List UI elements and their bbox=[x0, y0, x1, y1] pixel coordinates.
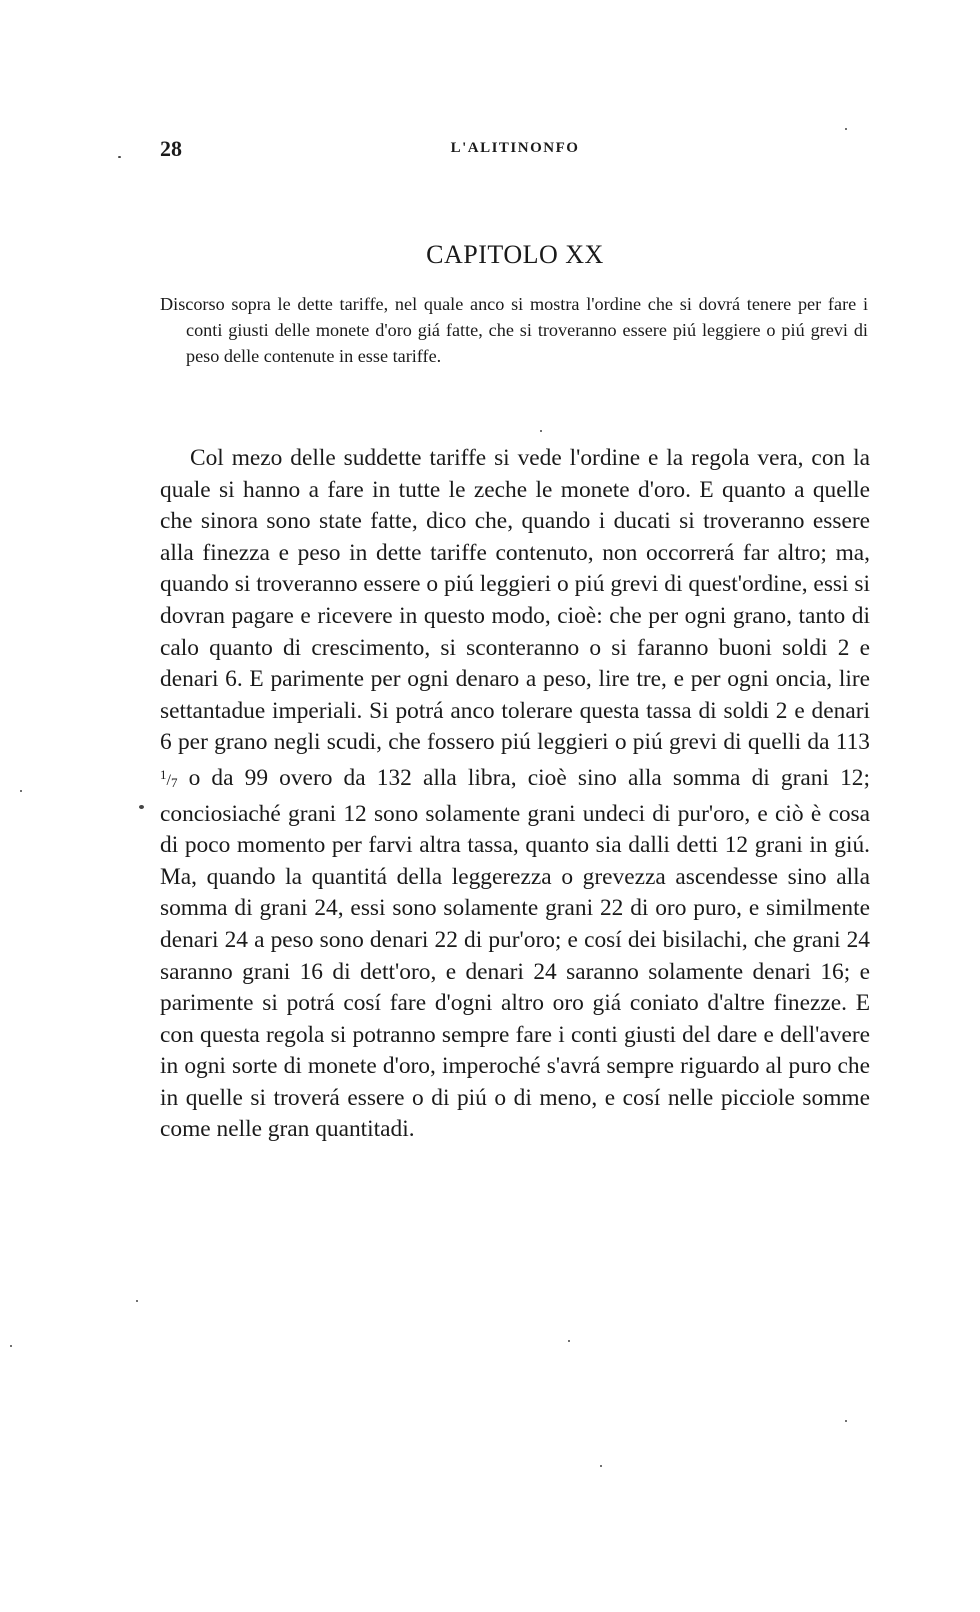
running-title: L'ALITINONFO bbox=[450, 140, 580, 156]
scan-speck bbox=[139, 805, 144, 809]
body-paragraph bbox=[160, 443, 870, 1146]
chapter-title: CAPITOLO XX bbox=[426, 240, 604, 269]
fraction: $^1/_7$ bbox=[160, 766, 178, 790]
page-number: 28 bbox=[160, 136, 182, 161]
scan-speck bbox=[136, 1300, 138, 1302]
scan-speck bbox=[845, 128, 847, 130]
chapter-summary: Discorso sopra le dette tariffe, nel quale anco si mostra l'ordine che si dovrá tenere per fare i conti giusti delle monete d'oro giá fatte, che si troveranno essere piú leggiere o piú grevi di peso delle contenute in esse tariffe. bbox=[160, 294, 868, 366]
scan-speck bbox=[845, 1420, 847, 1422]
fraction-numerator: 1 bbox=[160, 766, 167, 782]
scan-speck bbox=[600, 1465, 602, 1467]
scan-speck bbox=[10, 1345, 12, 1347]
scan-speck bbox=[118, 156, 121, 158]
body-text-part-2: o da 99 overo da 132 alla libra, cioè sino alla somma di grani 12; conciosiaché grani 12 sono solamente grani undeci di pur'oro, e ciò è cosa di poco momento per farvi altra tassa, quanto sia dalli detti 12 grani in giú. Ma, quando la quantitá della leggerezza o grevezza ascendesse sino alla somma di grani 24, essi sono solamente grani 22 di oro puro, e similmente denari 24 a peso sono denari 22 di pur'oro; e cosí dei bisilachi, che grani 24 saranno grani 16 di dett'oro, e denari 24 saranno solamente denari 16; e parimente si potrá cosí fare d'ogni altro oro giá coniato d'altre finezze. E con questa regola si potranno sempre fare i conti giusti del dare e dell'avere in ogni sorte di monete d'oro, imperoché s'avrá sempre riguardo al puro che in quelle si troverá essere o di piú o di meno, e cosí nelle picciole somme come nelle gran quantitadi. bbox=[160, 764, 870, 1143]
body-text-part-1: Col mezo delle suddette tariffe si vede l'ordine e la regola vera, con la quale si hanno a fare in tutte le zeche le monete d'oro. E quanto a quelle che sinora sono state fatte, dico che, quando i ducati si troveranno essere alla finezza e peso in dette tariffe contenuto, non occorrerá far altro; ma, quando si troveranno essere o piú leggieri o piú grevi di quest'ordine, essi si dovran pagare e ricevere in questo modo, cioè: che per ogni grano, tanto di calo quanto di crescimento, si sconteranno o si faranno buoni soldi 2 e denari 6. E parimente per ogni denaro a peso, lire tre, e per ogni oncia, lire settantadue imperiali. Si potrá anco tolerare questa tassa di soldi 2 e denari 6 per grano negli scudi, che fossero piú leggieri o piú grevi di quelli da 113 bbox=[160, 445, 870, 756]
scan-speck bbox=[20, 790, 22, 792]
scan-speck bbox=[568, 1340, 570, 1342]
scan-speck bbox=[540, 430, 542, 432]
running-head bbox=[160, 136, 870, 166]
fraction-denominator: 7 bbox=[170, 774, 178, 790]
